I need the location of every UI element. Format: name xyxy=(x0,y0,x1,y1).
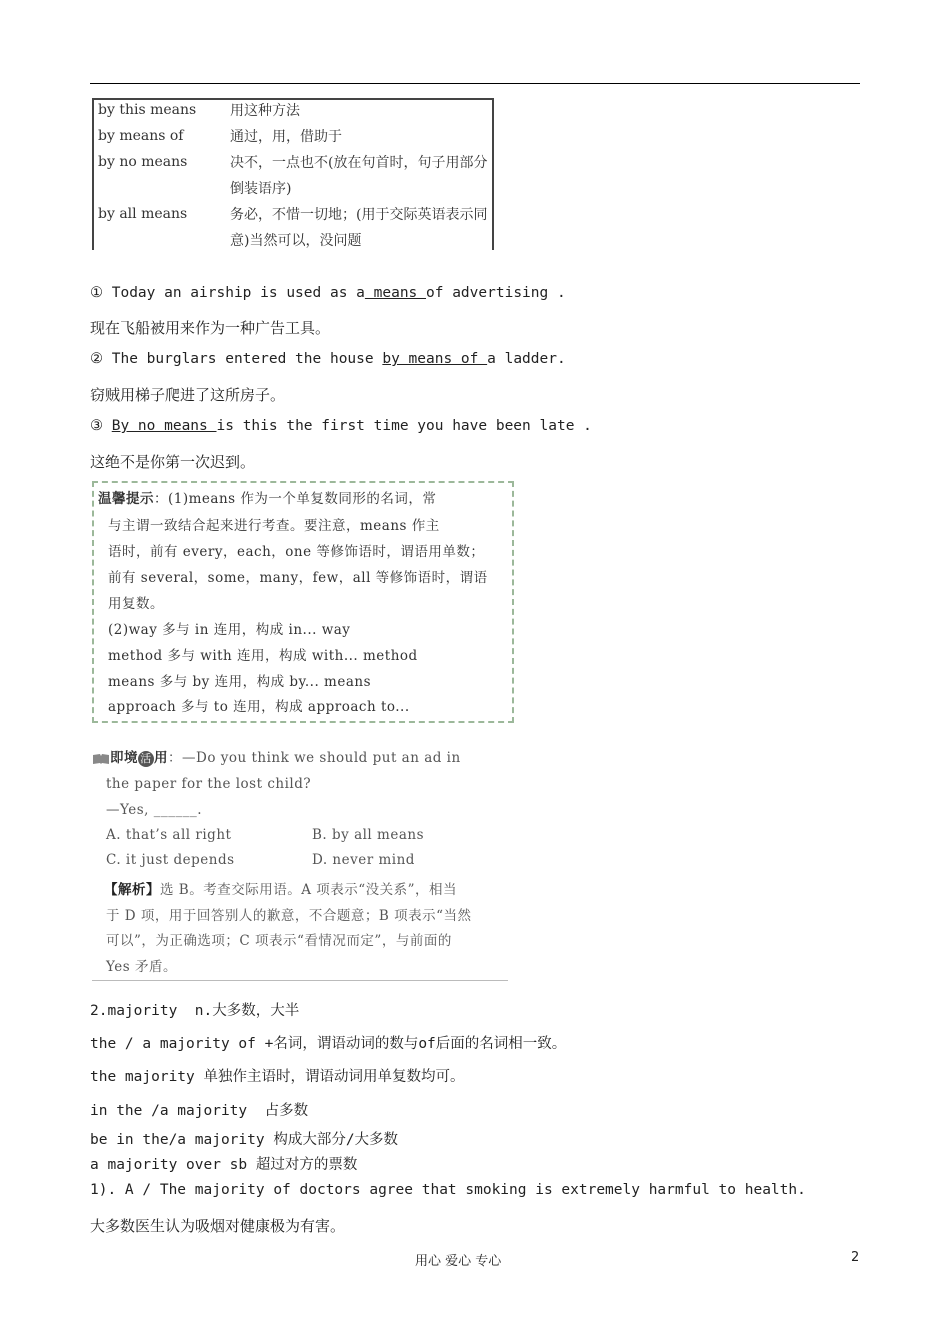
option-b: B. by all means xyxy=(312,827,424,843)
phrase-en: by means of xyxy=(98,128,184,144)
means-phrase-table xyxy=(92,98,494,250)
exercise-box xyxy=(92,738,508,981)
tip-line: 用复数。 xyxy=(108,596,164,612)
vocab-heading: 2.majority n.大多数，大半 xyxy=(90,1003,300,1019)
usage-line: the majority 单独作主语时，谓语动词用单复数均可。 xyxy=(90,1069,465,1085)
option-d: D. never mind xyxy=(312,852,415,868)
tip-line: means 多与 by 连用，构成 by... means xyxy=(108,674,371,690)
phrase-zh: 用这种方法 xyxy=(230,103,300,119)
phrase-zh: 务必，不惜一切地；(用于交际英语表示同意)当然可以，没问题 xyxy=(230,207,488,249)
usage-line: in the /a majority 占多数 xyxy=(90,1103,309,1119)
tip-line: 与主谓一致结合起来进行考查。要注意，means 作主 xyxy=(108,518,440,534)
phrase-en: by this means xyxy=(98,102,197,118)
page-footer: 用心 爱心 专心 xyxy=(415,1254,502,1269)
usage-line: be in the/a majority 构成大部分/大多数 xyxy=(90,1132,399,1148)
example-translation-1: 现在飞船被用来作为一种广告工具。 xyxy=(90,319,331,337)
page-number: 2 xyxy=(851,1250,860,1265)
analysis-line: Yes 矛盾。 xyxy=(106,959,177,975)
phrase-zh: 通过，用，借助于 xyxy=(230,129,342,145)
example-translation-2: 窃贼用梯子爬进了这所房子。 xyxy=(90,386,286,404)
example-translation-4: 大多数医生认为吸烟对健康极为有害。 xyxy=(90,1217,346,1235)
option-c: C. it just depends xyxy=(106,852,235,868)
exercise-badge: 活 xyxy=(138,751,154,767)
book-icon xyxy=(92,753,110,765)
tip-heading: 温馨提示 xyxy=(98,491,154,507)
example-sentence-3: ③ By no means is this the first time you have been late . xyxy=(90,418,592,434)
tip-line: 前有 several，some，many，few，all 等修饰语时，谓语 xyxy=(108,570,488,586)
analysis-line: 于 D 项，用于回答别人的歉意，不合题意；B 项表示“当然 xyxy=(106,908,472,924)
tip-line: approach 多与 to 连用，构成 approach to... xyxy=(108,699,410,715)
tip-box xyxy=(92,481,514,723)
exercise-question-line: 即境 活 用：—Do you think we should put an ad in xyxy=(92,746,461,767)
phrase-zh: 决不，一点也不(放在句首时，句子用部分倒装语序) xyxy=(230,155,488,197)
header-rule xyxy=(90,83,860,84)
example-sentence-4: 1). A / The majority of doctors agree that smoking is extremely harmful to health. xyxy=(90,1182,806,1198)
analysis-line: 可以”，为正确选项；C 项表示“看情况而定”，与前面的 xyxy=(106,933,452,949)
tip-line: 语时，前有 every，each，one 等修饰语时，谓语用单数； xyxy=(108,544,485,560)
phrase-en: by no means xyxy=(98,154,188,170)
option-a: A. that’s all right xyxy=(106,827,232,843)
tip-line: 温馨提示：(1)means 作为一个单复数同形的名词，常 xyxy=(98,491,437,507)
example-translation-3: 这绝不是你第一次迟到。 xyxy=(90,453,256,471)
analysis-line: 【解析】选 B。考查交际用语。A 项表示“没关系”，相当 xyxy=(104,882,458,898)
exercise-question-line: the paper for the lost child? xyxy=(106,776,312,792)
usage-line: a majority over sb 超过对方的票数 xyxy=(90,1157,358,1173)
exercise-answer-blank: —Yes, ______. xyxy=(106,802,203,818)
phrase-en: by all means xyxy=(98,206,188,222)
example-sentence-1: ① Today an airship is used as a means of advertising . xyxy=(90,285,566,301)
example-sentence-2: ② The burglars entered the house by means of a ladder. xyxy=(90,351,566,367)
tip-line: method 多与 with 连用，构成 with... method xyxy=(108,648,418,664)
tip-line: (2)way 多与 in 连用，构成 in... way xyxy=(108,622,351,638)
usage-line: the / a majority of +名词，谓语动词的数与of后面的名词相一致。 xyxy=(90,1036,567,1052)
